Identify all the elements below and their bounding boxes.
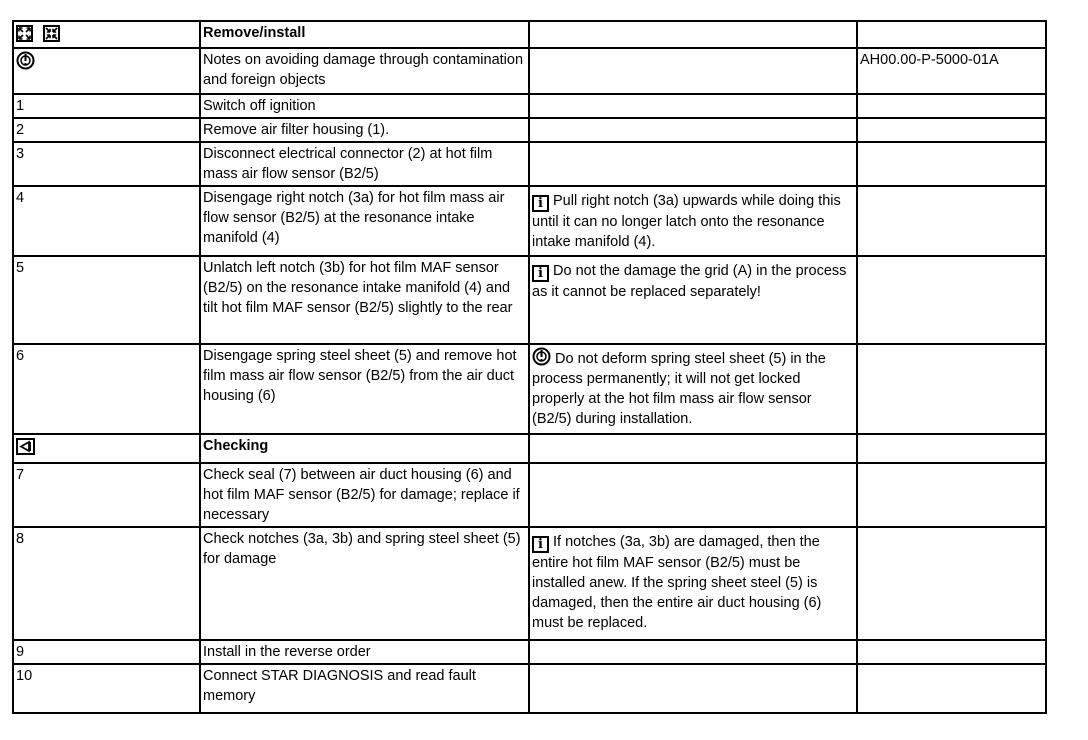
step-number: 3 <box>13 142 200 186</box>
action-cell: Check notches (3a, 3b) and spring steel sheet (5) for damage <box>200 527 529 640</box>
note-cell <box>529 94 857 118</box>
checking-icon <box>16 438 35 455</box>
ref-cell <box>857 527 1046 640</box>
collapse-icon <box>43 25 60 42</box>
table-row <box>13 527 1046 640</box>
table-row <box>13 142 1046 186</box>
ref-cell <box>857 118 1046 142</box>
note-cell <box>529 118 857 142</box>
table-row <box>13 256 1046 344</box>
ref-cell <box>857 463 1046 527</box>
action-cell: Install in the reverse order <box>200 640 529 664</box>
action-cell: Disengage spring steel sheet (5) and remove hot film mass air flow sensor (B2/5) from the air duct housing (6) <box>200 344 529 434</box>
note-cell <box>529 21 857 48</box>
note-cell <box>529 640 857 664</box>
step-number: 10 <box>13 664 200 713</box>
table-row <box>13 463 1046 527</box>
step-number: 5 <box>13 256 200 344</box>
action-cell: Disconnect electrical connector (2) at hot film mass air flow sensor (B2/5) <box>200 142 529 186</box>
note-cell <box>529 48 857 94</box>
action-cell: Connect STAR DIAGNOSIS and read fault memory <box>200 664 529 713</box>
step-number: 2 <box>13 118 200 142</box>
ref-cell <box>857 142 1046 186</box>
ref-cell <box>857 256 1046 344</box>
section-title-checking: Checking <box>200 434 529 463</box>
ref-cell <box>857 21 1046 48</box>
step-cell <box>13 21 200 48</box>
note-cell <box>529 463 857 527</box>
table-row <box>13 94 1046 118</box>
action-cell: Switch off ignition <box>200 94 529 118</box>
note-text: Pull right notch (3a) upwards while doing this until it can no longer latch onto the resonance intake manifold (4). <box>532 193 841 250</box>
step-number: 7 <box>13 463 200 527</box>
procedure-table <box>12 20 1047 714</box>
note-cell <box>529 434 857 463</box>
step-number: 1 <box>13 94 200 118</box>
step-number: 9 <box>13 640 200 664</box>
step-number: 4 <box>13 186 200 256</box>
ref-cell <box>857 344 1046 434</box>
ref-cell <box>857 640 1046 664</box>
action-cell: Disengage right notch (3a) for hot film mass air flow sensor (B2/5) at the resonance intake manifold (4) <box>200 186 529 256</box>
step-number: 6 <box>13 344 200 434</box>
warning-icon <box>532 347 551 366</box>
expand-icon <box>16 25 33 42</box>
table-row <box>13 118 1046 142</box>
action-cell: Check seal (7) between air duct housing (6) and hot film MAF sensor (B2/5) for damage; replace if necessary <box>200 463 529 527</box>
reference-link[interactable]: AH00.00-P-5000-01A <box>857 48 1046 94</box>
note-text: Do not deform spring steel sheet (5) in the process permanently; it will not get locked properly at the hot film mass air flow sensor (B2/5) during installation. <box>532 351 826 427</box>
step-number: 8 <box>13 527 200 640</box>
table-row <box>13 186 1046 256</box>
step-cell <box>13 48 200 94</box>
action-cell: Unlatch left notch (3b) for hot film MAF sensor (B2/5) on the resonance intake manifold (4) and tilt hot film MAF sensor (B2/5) slightly to the rear <box>200 256 529 344</box>
table-row <box>13 48 1046 94</box>
ref-cell <box>857 94 1046 118</box>
table-row <box>13 664 1046 713</box>
ref-cell <box>857 434 1046 463</box>
ref-cell <box>857 664 1046 713</box>
note-cell <box>529 186 857 256</box>
note-cell <box>529 142 857 186</box>
info-icon: i <box>532 265 549 282</box>
table-row <box>13 434 1046 463</box>
note-cell <box>529 344 857 434</box>
note-cell <box>529 256 857 344</box>
action-cell: Notes on avoiding damage through contamination and foreign objects <box>200 48 529 94</box>
note-text: Do not the damage the grid (A) in the process as it cannot be replaced separately! <box>532 263 847 300</box>
section-title-remove-install: Remove/install <box>200 21 529 48</box>
note-cell <box>529 664 857 713</box>
ref-cell <box>857 186 1046 256</box>
info-icon: i <box>532 195 549 212</box>
note-text: If notches (3a, 3b) are damaged, then the entire hot film MAF sensor (B2/5) must be installed anew. If the spring sheet steel (5) is damaged, then the entire air duct housing (6) must be replaced. <box>532 534 822 631</box>
table-row <box>13 344 1046 434</box>
warning-icon <box>16 51 35 70</box>
table-row <box>13 21 1046 48</box>
step-cell <box>13 434 200 463</box>
action-cell: Remove air filter housing (1). <box>200 118 529 142</box>
info-icon: i <box>532 536 549 553</box>
table-row <box>13 640 1046 664</box>
note-cell <box>529 527 857 640</box>
